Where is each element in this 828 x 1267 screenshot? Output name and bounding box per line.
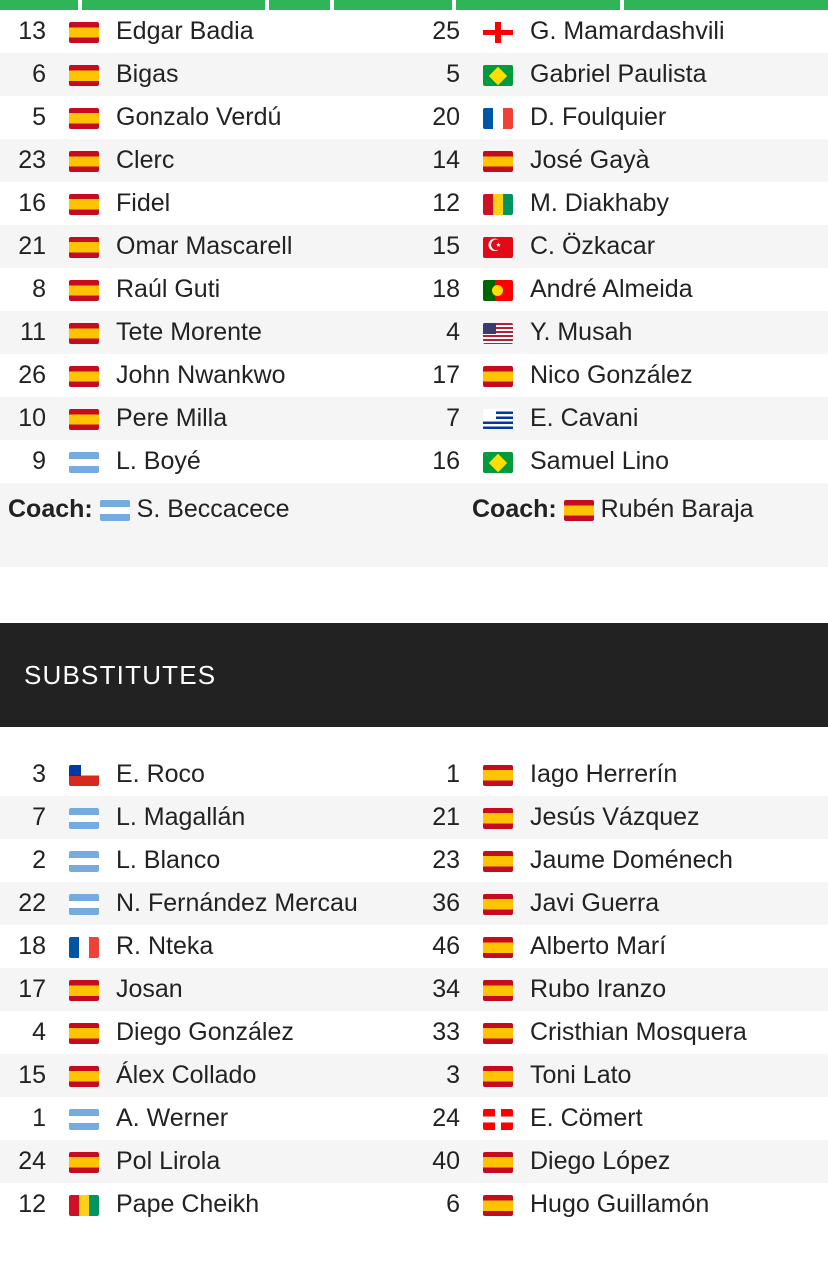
substitute-row [0,796,828,839]
player-name[interactable]: A. Werner [116,1104,229,1132]
player-name[interactable]: E. Cömert [530,1104,643,1132]
flag-cell [58,796,110,839]
flag-icon-es [483,1023,513,1044]
flag-cell [58,1097,110,1140]
flag-cell [472,10,524,53]
flag-cell [472,1054,524,1097]
player-number: 16 [18,189,46,217]
flag-icon-ar [69,1109,99,1130]
player-number: 1 [32,1104,46,1132]
flag-icon-ge [483,22,513,43]
flag-icon-gn [69,1195,99,1216]
flag-cell [472,397,524,440]
player-number: 22 [18,889,46,917]
player-number: 26 [18,361,46,389]
flag-cell [472,139,524,182]
player-name[interactable]: M. Diakhaby [530,189,669,217]
player-number: 5 [446,60,460,88]
player-name[interactable]: Clerc [116,146,175,174]
flag-icon-tr [483,237,513,258]
flag-cell [58,96,110,139]
player-name[interactable]: Alberto Marí [530,932,667,960]
player-name[interactable]: D. Foulquier [530,103,667,131]
player-number: 8 [32,275,46,303]
player-name[interactable]: R. Nteka [116,932,214,960]
flag-cell [58,397,110,440]
player-number: 20 [432,103,460,131]
player-number: 10 [18,404,46,432]
flag-cell [472,1097,524,1140]
flag-icon-es [483,808,513,829]
starter-row [0,139,828,182]
player-number: 15 [432,232,460,260]
player-number: 21 [18,232,46,260]
player-number: 40 [432,1147,460,1175]
flag-cell [472,1183,524,1226]
player-number: 24 [18,1147,46,1175]
coach-label: Coach: [8,495,93,523]
flag-cell [472,311,524,354]
substitutes-section-header [0,623,828,727]
flag-icon-fr [483,108,513,129]
player-number: 2 [32,846,46,874]
player-name[interactable]: Tete Morente [116,318,262,346]
flag-icon-fr [69,937,99,958]
flag-icon-br [483,452,513,473]
flag-cell [58,1183,110,1226]
flag-icon-es [69,1152,99,1173]
flag-cell [472,268,524,311]
player-name[interactable]: Nico González [530,361,693,389]
flag-icon-br [483,65,513,86]
player-number: 6 [32,60,46,88]
player-name[interactable]: Omar Mascarell [116,232,293,260]
starter-row [0,53,828,96]
flag-cell [472,225,524,268]
starter-row [0,354,828,397]
player-number: 11 [20,318,46,346]
away-coach-name: Rubén Baraja [600,495,754,523]
player-name[interactable]: John Nwankwo [116,361,286,389]
coach-label: Coach: [472,495,557,523]
flag-cell [472,96,524,139]
player-number: 1 [446,760,460,788]
flag-cell [58,354,110,397]
flag-icon-ch [483,1109,513,1130]
substitute-row [0,1183,828,1226]
player-name[interactable]: E. Cavani [530,404,639,432]
flag-icon-es [69,323,99,344]
home-coach [0,483,414,567]
player-number: 46 [432,932,460,960]
flag-icon-es [483,1152,513,1173]
starter-row [0,440,828,483]
flag-icon-es [483,980,513,1001]
player-number: 17 [432,361,460,389]
flag-cell [58,268,110,311]
player-name[interactable]: Jaume Doménech [530,846,733,874]
player-number: 18 [18,932,46,960]
starter-row [0,182,828,225]
player-number: 15 [18,1061,46,1089]
player-number: 18 [432,275,460,303]
flag-cell [58,1011,110,1054]
player-name[interactable]: Jesús Vázquez [530,803,700,831]
starter-row [0,225,828,268]
flag-icon-es [69,1066,99,1087]
player-name[interactable]: Rubo Iranzo [530,975,667,1003]
section-gap [0,567,828,623]
substitute-row [0,925,828,968]
flag-icon-es [483,366,513,387]
player-name[interactable]: Diego González [116,1018,294,1046]
flag-icon-es [69,22,99,43]
flag-cell [472,53,524,96]
player-name[interactable]: Pape Cheikh [116,1190,260,1218]
player-name[interactable]: Diego López [530,1147,671,1175]
player-name[interactable]: Hugo Guillamón [530,1190,710,1218]
flag-icon-ar [69,894,99,915]
substitute-row [0,1011,828,1054]
player-name[interactable]: N. Fernández Mercau [116,889,358,917]
player-name[interactable]: Javi Guerra [530,889,660,917]
substitute-row [0,753,828,796]
starter-row [0,397,828,440]
flag-cell [472,182,524,225]
starting-lineup-table [0,10,828,483]
flag-cell [58,311,110,354]
away-coach [414,483,828,567]
flag-cell [472,882,524,925]
player-number: 4 [32,1018,46,1046]
flag-icon-es [564,500,594,521]
flag-cell [472,925,524,968]
player-number: 36 [432,889,460,917]
player-number: 24 [432,1104,460,1132]
player-name[interactable]: José Gayà [530,146,650,174]
player-name[interactable]: L. Blanco [116,846,221,874]
player-number: 16 [432,447,460,475]
flag-cell [472,968,524,1011]
player-name[interactable]: André Almeida [530,275,693,303]
flag-icon-es [69,151,99,172]
player-number: 13 [18,17,46,45]
player-name[interactable]: Raúl Guti [116,275,221,303]
player-name[interactable]: L. Boyé [116,447,201,475]
flag-icon-ar [100,500,130,521]
substitute-row [0,882,828,925]
substitute-row [0,839,828,882]
player-name[interactable]: L. Magallán [116,803,246,831]
player-number: 14 [432,146,460,174]
flag-cell [472,753,524,796]
player-name[interactable]: Bigas [116,60,179,88]
flag-icon-es [69,108,99,129]
player-name[interactable]: Fidel [116,189,171,217]
player-name[interactable]: Gonzalo Verdú [116,103,282,131]
flag-cell [58,1140,110,1183]
flag-cell [58,225,110,268]
player-number: 34 [432,975,460,1003]
flag-cell [58,1054,110,1097]
flag-icon-es [483,851,513,872]
player-number: 4 [446,318,460,346]
flag-icon-cl [69,765,99,786]
starter-row [0,10,828,53]
player-name[interactable]: G. Mamardashvili [530,17,725,45]
flag-cell [58,968,110,1011]
starter-row [0,311,828,354]
player-name[interactable]: Edgar Badia [116,17,254,45]
flag-icon-es [483,1195,513,1216]
substitute-row [0,1140,828,1183]
substitutes-top-gap [0,727,828,753]
flag-icon-es [69,280,99,301]
coach-band [0,483,828,567]
flag-icon-pt [483,280,513,301]
flag-icon-ar [69,851,99,872]
flag-cell [58,839,110,882]
flag-cell [472,796,524,839]
player-number: 25 [432,17,460,45]
starter-row [0,96,828,139]
player-name[interactable]: Y. Musah [530,318,633,346]
flag-cell [58,753,110,796]
player-number: 23 [18,146,46,174]
flag-cell [472,1011,524,1054]
flag-icon-es [483,1066,513,1087]
flag-cell [472,1140,524,1183]
player-name[interactable]: Pere Milla [116,404,228,432]
player-number: 12 [432,189,460,217]
starter-row [0,268,828,311]
flag-icon-es [69,366,99,387]
player-name[interactable]: Álex Collado [116,1061,257,1089]
substitutes-title: SUBSTITUTES [24,659,217,690]
flag-icon-es [69,194,99,215]
flag-cell [472,354,524,397]
player-name[interactable]: E. Roco [116,760,205,788]
player-name[interactable]: Samuel Lino [530,447,669,475]
flag-cell [472,440,524,483]
flag-cell [58,139,110,182]
flag-icon-es [483,937,513,958]
flag-cell [58,440,110,483]
player-number: 3 [446,1061,460,1089]
substitute-row [0,1097,828,1140]
player-number: 12 [18,1190,46,1218]
player-name[interactable]: Iago Herrerín [530,760,678,788]
player-name[interactable]: Cristhian Mosquera [530,1018,747,1046]
player-number: 17 [18,975,46,1003]
player-name[interactable]: Gabriel Paulista [530,60,707,88]
player-number: 3 [32,760,46,788]
flag-cell [58,10,110,53]
player-number: 6 [446,1190,460,1218]
flag-icon-gn [483,194,513,215]
flag-cell [58,882,110,925]
flag-icon-es [483,765,513,786]
player-name[interactable]: C. Özkacar [530,232,656,260]
flag-cell [472,839,524,882]
substitute-row [0,968,828,1011]
flag-cell [58,53,110,96]
player-name[interactable]: Toni Lato [530,1061,632,1089]
substitute-row [0,1054,828,1097]
player-number: 9 [32,447,46,475]
player-name[interactable]: Pol Lirola [116,1147,221,1175]
home-coach-name: S. Beccacece [136,495,290,523]
flag-cell [58,925,110,968]
flag-icon-ar [69,808,99,829]
player-name[interactable]: Josan [116,975,183,1003]
player-number: 21 [432,803,460,831]
player-number: 33 [432,1018,460,1046]
flag-icon-es [69,237,99,258]
player-number: 7 [446,404,460,432]
substitutes-table [0,753,828,1226]
flag-icon-uy [483,409,513,430]
player-number: 5 [32,103,46,131]
flag-icon-ar [69,452,99,473]
flag-icon-es [69,409,99,430]
flag-icon-es [69,1023,99,1044]
player-number: 7 [32,803,46,831]
pitch-graphic-strip [0,0,828,10]
player-number: 23 [432,846,460,874]
flag-icon-es [483,151,513,172]
flag-icon-us [483,323,513,344]
flag-cell [58,182,110,225]
flag-icon-es [69,980,99,1001]
flag-icon-es [483,894,513,915]
flag-icon-es [69,65,99,86]
